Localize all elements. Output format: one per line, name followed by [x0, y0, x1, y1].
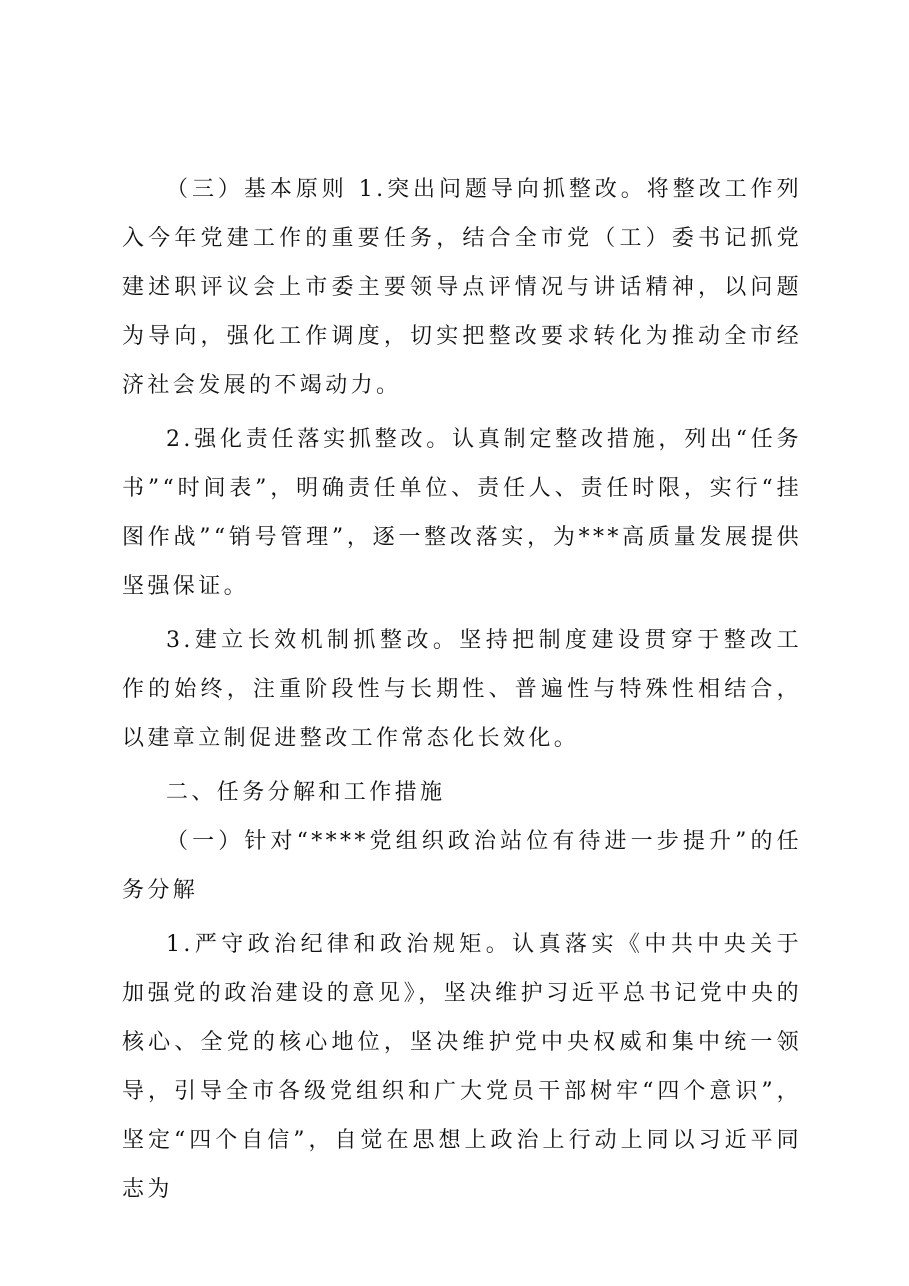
paragraph-political-discipline: 1.严守政治纪律和政治规矩。认真落实《中共中央关于加强党的政治建设的意见》，坚决维护习近平总书记党中央的核心、全党的核心地位，坚决维护党中央权威和集中统一领导，引导全市各级党组织和广大党员干部树牢“四个意识”，坚定“四个自信”，自觉在思想上政治上行动上同以习近平同志为 [122, 932, 802, 1202]
document-body [122, 165, 802, 1219]
subsection-heading-political-stance: （一）针对“****党组织政治站位有待进一步提升”的任务分解 [122, 829, 802, 903]
paragraph-long-term-mechanism: 3.建立长效机制抓整改。坚持把制度建设贯穿于整改工作的始终，注重阶段性与长期性、普遍性与特殊性相结合，以建章立制促进整改工作常态化长效化。 [122, 628, 802, 751]
paragraph-responsibility: 2.强化责任落实抓整改。认真制定整改措施，列出“任务书”“时间表”，明确责任单位、责任人、责任时限，实行“挂图作战”“销号管理”，逐一整改落实，为***高质量发展提供坚强保证。 [122, 427, 802, 599]
paragraph-basic-principles: （三）基本原则 1.突出问题导向抓整改。将整改工作列入今年党建工作的重要任务，结合全市党（工）委书记抓党建述职评议会上市委主要领导点评情况与讲话精神，以问题为导向，强化工作调度，切实把整改要求转化为推动全市经济社会发展的不竭动力。 [122, 177, 802, 398]
section-heading-tasks: 二、任务分解和工作措施 [166, 780, 446, 805]
